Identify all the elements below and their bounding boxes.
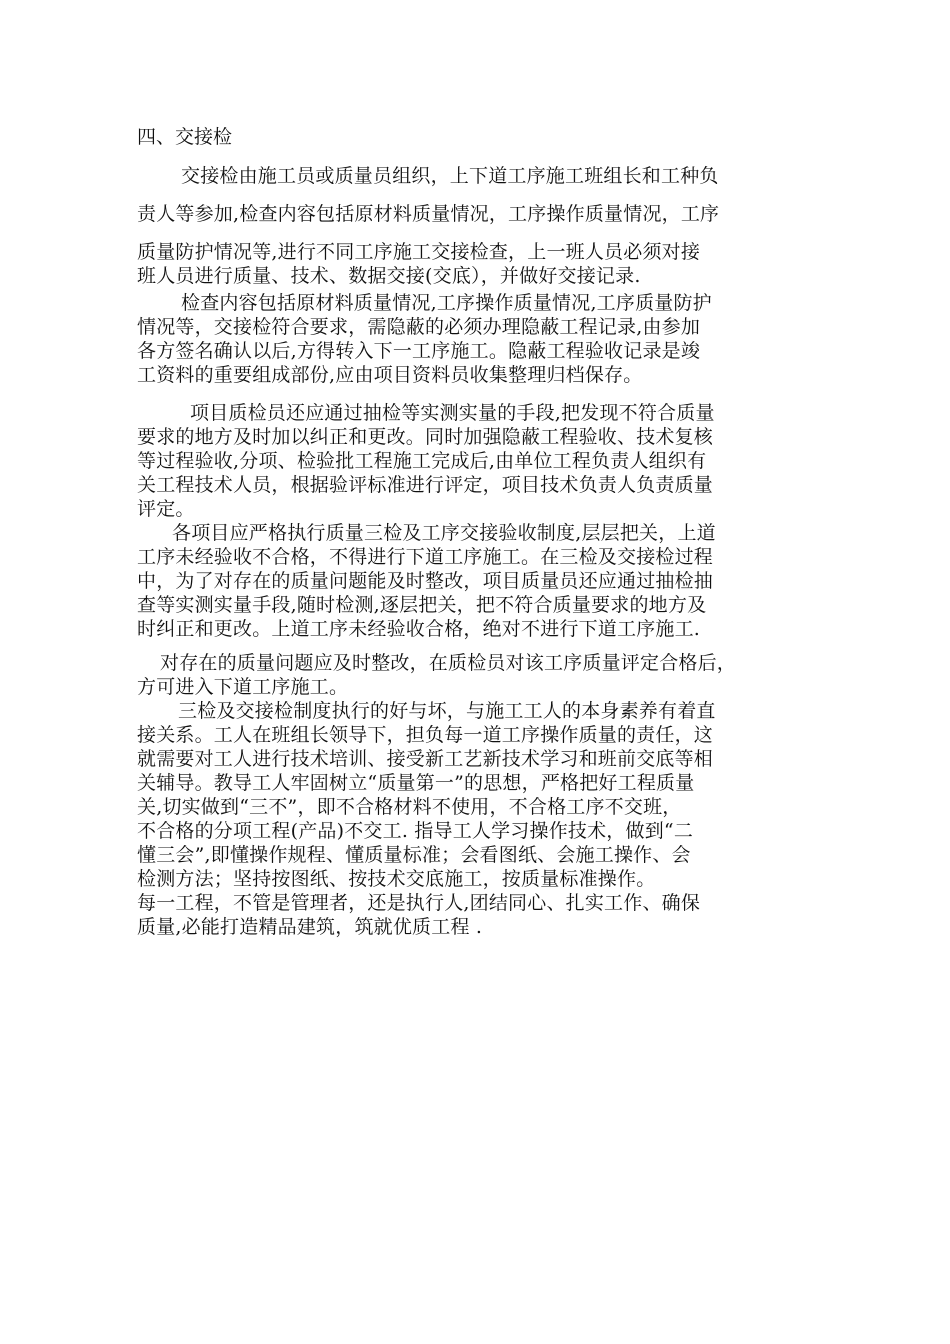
text-line: 检查内容包括原材料质量情况,工序操作质量情况,工序质量防护 — [181, 292, 712, 314]
text-line: 时纠正和更改。上道工序未经验收合格，绝对不进行下道工序施工. — [137, 618, 701, 640]
text-line: 项目质检员还应通过抽检等实测实量的手段,把发现不符合质量 — [190, 402, 715, 424]
text-line: 班人员进行质量、技术、数据交接(交底），并做好交接记录. — [137, 265, 641, 287]
text-line: 各方签名确认以后,方得转入下一工序施工。隐蔽工程验收记录是竣 — [137, 340, 701, 362]
text-line: 评定。 — [137, 498, 195, 520]
text-line: 三检及交接检制度执行的好与坏，与施工工人的本身素养有着直 — [178, 700, 716, 722]
text-line: 对存在的质量问题应及时整改，在质检员对该工序质量评定合格后， — [160, 652, 737, 674]
text-line: 关工程技术人员，根据验评标准进行评定，项目技术负责人负责质量 — [137, 474, 714, 496]
text-line: 质量,必能打造精品建筑，筑就优质工程 . — [137, 916, 483, 938]
text-line: 检测方法；坚持按图纸、按技术交底施工，按质量标准操作。 — [137, 868, 656, 890]
text-line: 不合格的分项工程(产品)不交工. 指导工人学习操作技术，做到“二 — [137, 820, 694, 842]
text-line: 各项目应严格执行质量三检及工序交接验收制度,层层把关，上道 — [172, 522, 716, 544]
text-line: 要求的地方及时加以纠正和更改。同时加强隐蔽工程验收、技术复核 — [137, 426, 714, 448]
text-line: 查等实测实量手段,随时检测,逐层把关，把不符合质量要求的地方及 — [137, 594, 707, 616]
text-line: 懂三会”,即懂操作规程、懂质量标准；会看图纸、会施工操作、会 — [137, 844, 691, 866]
section-heading: 四、交接检 — [137, 126, 233, 148]
text-line: 中，为了对存在的质量问题能及时整改，项目质量员还应通过抽检抽 — [137, 570, 714, 592]
text-line: 关,切实做到“三不”，即不合格材料不使用，不合格工序不交班， — [137, 796, 682, 818]
text-line: 每一工程，不管是管理者，还是执行人,团结同心、扎实工作、确保 — [137, 892, 701, 914]
text-line: 就需要对工人进行技术培训、接受新工艺新技术学习和班前交底等相 — [137, 748, 714, 770]
text-line: 情况等，交接检符合要求，需隐蔽的必须办理隐蔽工程记录,由参加 — [137, 316, 701, 338]
text-line: 方可进入下道工序施工。 — [137, 676, 349, 698]
text-line: 质量防护情况等,进行不同工序施工交接检查，上一班人员必须对接 — [137, 241, 701, 263]
text-line: 接关系。工人在班组长领导下，担负每一道工序操作质量的责任，这 — [137, 724, 714, 746]
text-line: 交接检由施工员或质量员组织，上下道工序施工班组长和工种负 — [181, 165, 719, 187]
text-line: 工资料的重要组成部份,应由项目资料员收集整理归档保存。 — [137, 364, 643, 386]
text-line: 关辅导。教导工人牢固树立“质量第一”的思想，严格把好工程质量 — [137, 772, 695, 794]
text-line: 工序未经验收不合格，不得进行下道工序施工。在三检及交接检过程 — [137, 546, 714, 568]
text-line: 等过程验收,分项、检验批工程施工完成后,由单位工程负责人组织有 — [137, 450, 707, 472]
text-line: 责人等参加,检查内容包括原材料质量情况，工序操作质量情况，工序 — [137, 203, 720, 225]
